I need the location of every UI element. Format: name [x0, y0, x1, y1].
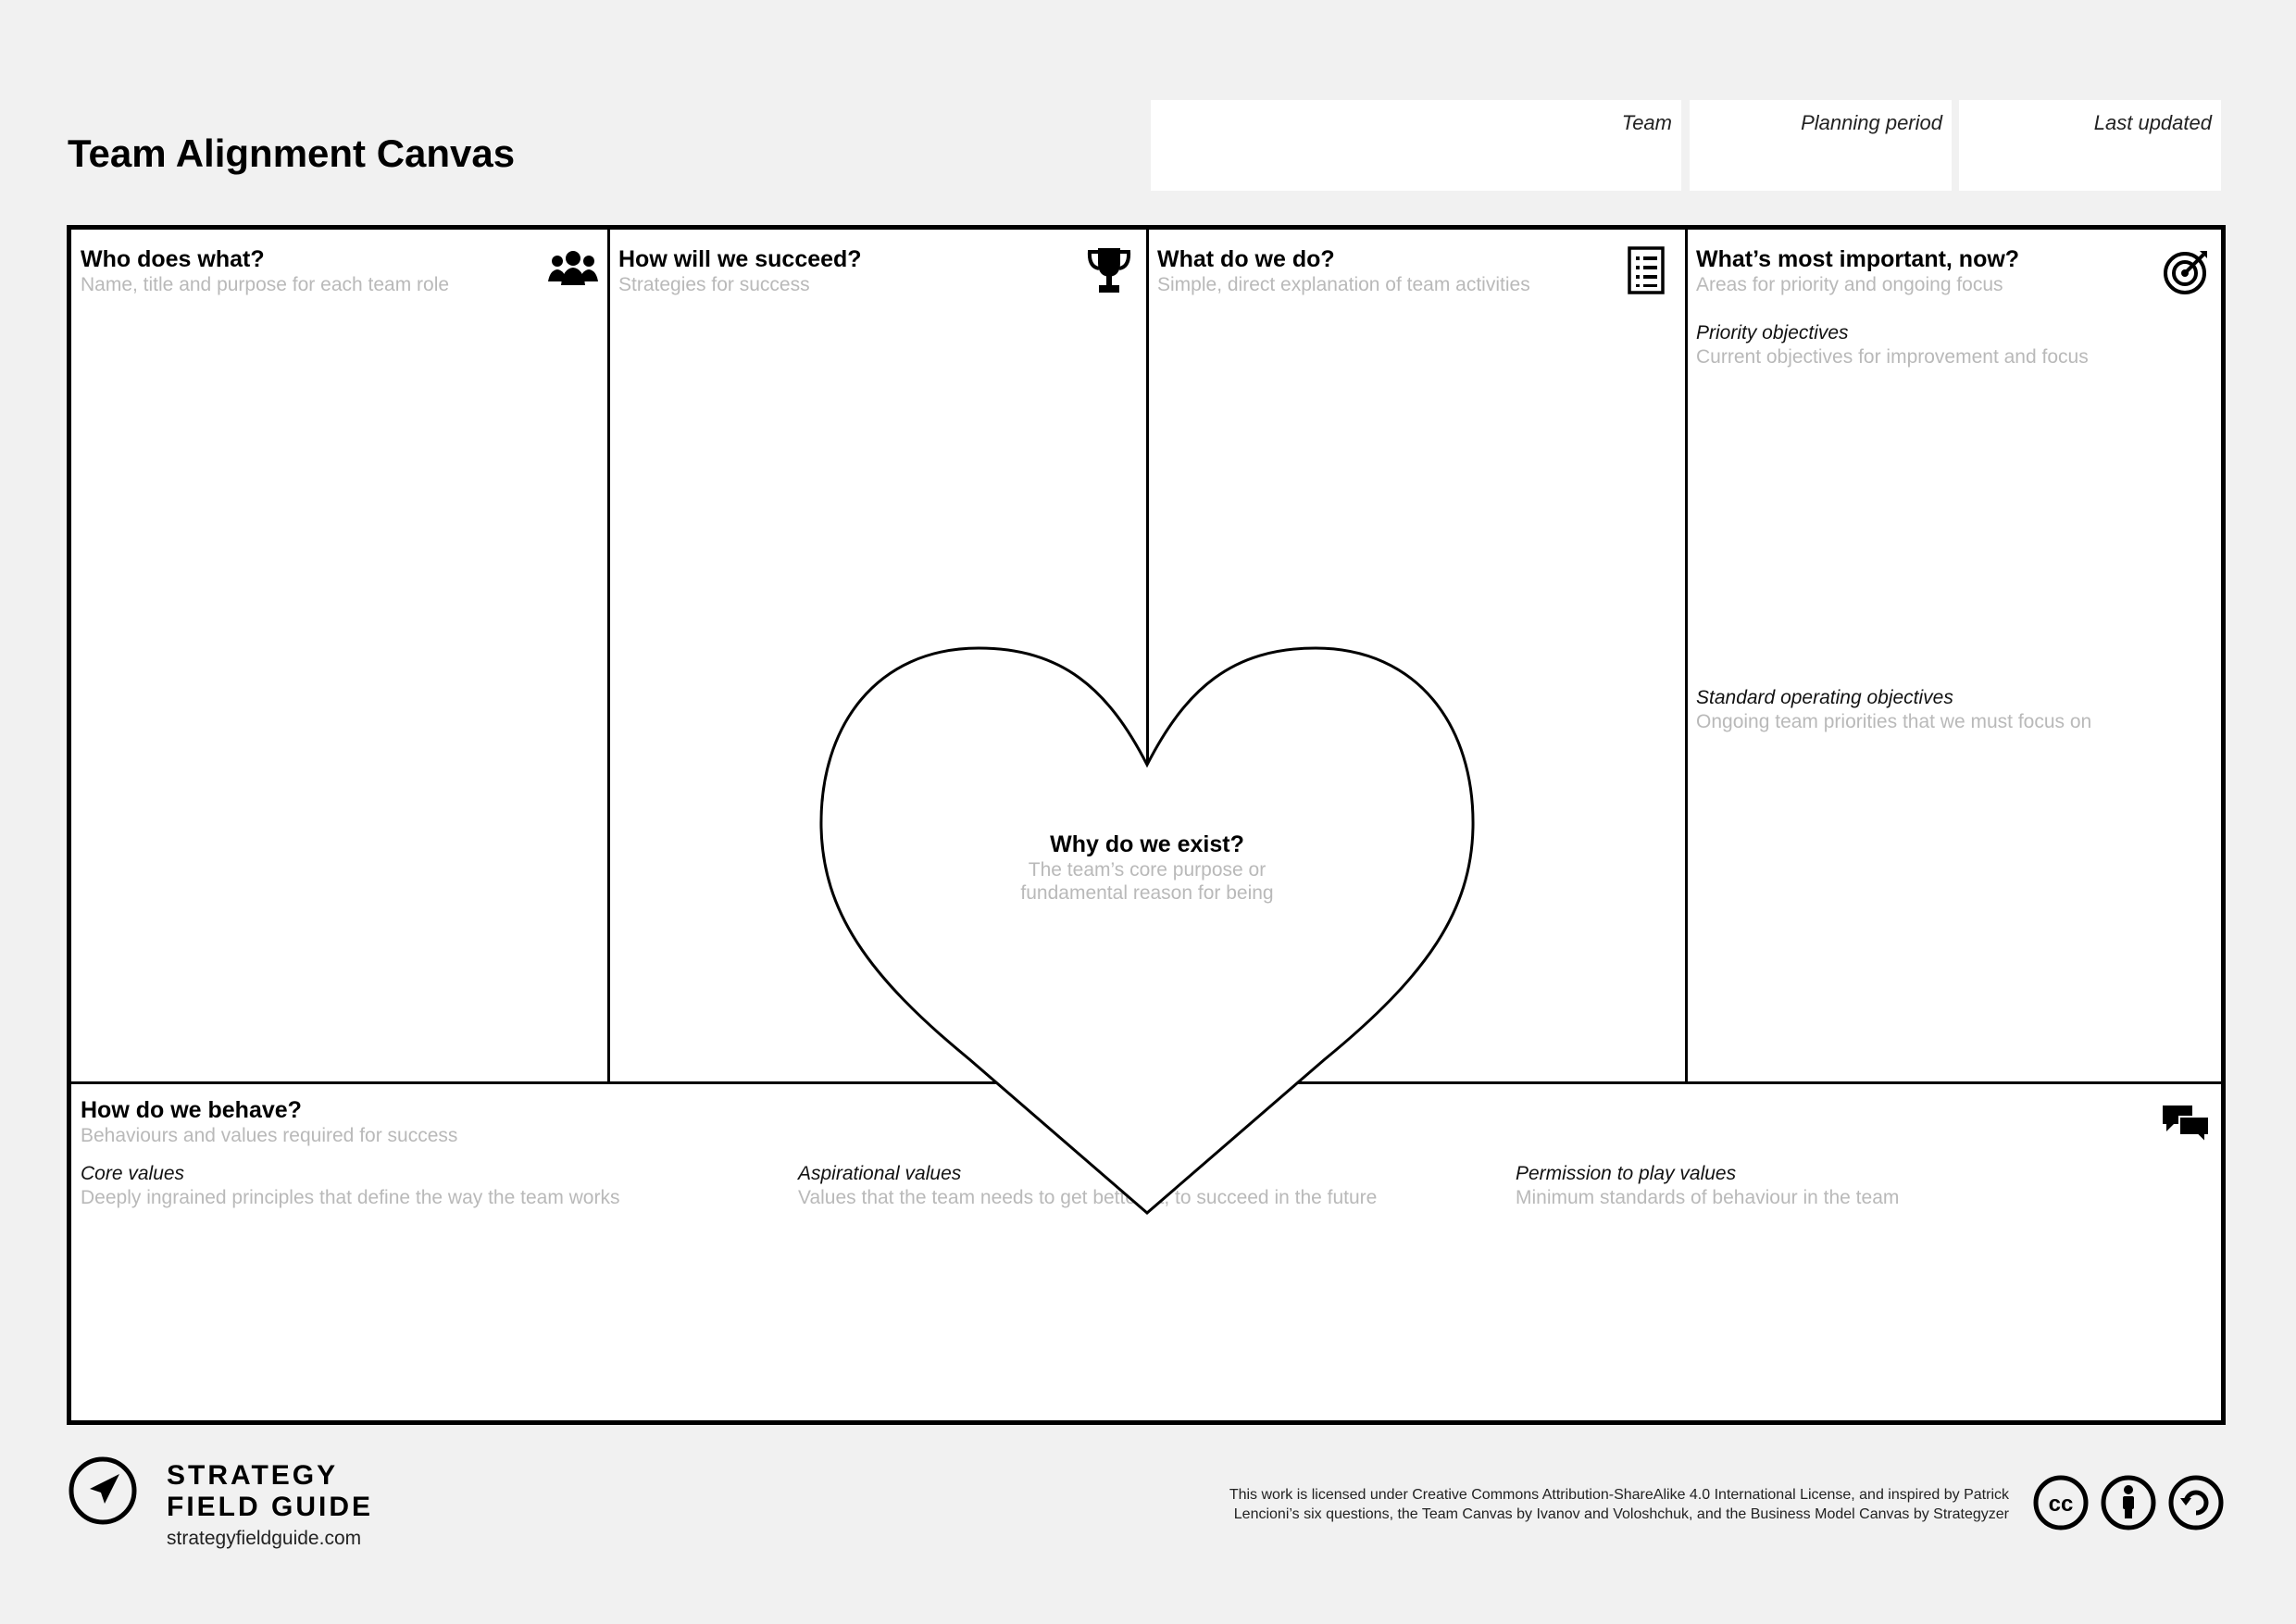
team-field[interactable] [1151, 100, 1681, 191]
section-hint: Name, title and purpose for each team role [81, 274, 450, 295]
section-hint: Strategies for success [618, 274, 810, 295]
license-text [1083, 1485, 2009, 1524]
svg-text:cc: cc [2048, 1492, 2074, 1517]
permission-values-hint: Minimum standards of behaviour in the team [1516, 1187, 1900, 1208]
section-hint-line1: The team’s core purpose or [1028, 859, 1267, 881]
section-title: How do we behave? [81, 1097, 302, 1123]
planning-period-label: Planning period [1801, 111, 1942, 134]
section-title: What do we do? [1157, 246, 1335, 272]
divider-3 [1685, 230, 1688, 1081]
aspirational-values-hint: Values that the team needs to get better at, to succeed in the future [798, 1187, 1378, 1208]
license-line2: Lencioni’s six questions, the Team Canvas by Ivanov and Voloshchuk, and the Business Model Canvas by Strategyzer [1233, 1506, 2009, 1522]
sharealike-icon [2167, 1474, 2225, 1531]
planning-period-field[interactable] [1690, 100, 1952, 191]
standard-objectives-hint: Ongoing team priorities that we must focus on [1696, 711, 2092, 732]
team-label: Team [1621, 111, 1672, 134]
trophy-icon [1087, 246, 1131, 294]
chat-bubbles-icon [2161, 1104, 2211, 1143]
aspirational-values-label: Aspirational values [798, 1163, 962, 1184]
core-values-label: Core values [81, 1163, 185, 1184]
people-icon [548, 250, 598, 287]
logo-line2: FIELD GUIDE [167, 1492, 374, 1522]
last-updated-field[interactable] [1959, 100, 2221, 191]
permission-values-label: Permission to play values [1516, 1163, 1737, 1184]
logo-wordmark [167, 1460, 373, 1523]
license-line1: This work is licensed under Creative Commons Attribution-ShareAlike 4.0 International License, and inspired by Patrick [1229, 1487, 2009, 1503]
attribution-icon [2100, 1474, 2157, 1531]
target-icon [2163, 247, 2211, 295]
divider-1 [607, 230, 610, 1081]
heart-shape [812, 633, 1488, 1226]
compass-logo-icon [68, 1455, 138, 1526]
priority-objectives-hint: Current objectives for improvement and focus [1696, 346, 2089, 368]
cc-icon [2032, 1474, 2090, 1531]
section-title: How will we succeed? [618, 246, 862, 272]
section-hint: Behaviours and values required for success [81, 1125, 458, 1146]
section-hint: Simple, direct explanation of team activities [1157, 274, 1530, 295]
last-updated-label: Last updated [2093, 111, 2212, 134]
section-title: What’s most important, now? [1696, 246, 2020, 272]
priority-objectives-label: Priority objectives [1696, 322, 1849, 344]
site-url[interactable]: strategyfieldguide.com [167, 1528, 362, 1549]
standard-objectives-label: Standard operating objectives [1696, 687, 1953, 708]
section-hint-line2: fundamental reason for being [1020, 882, 1274, 904]
section-title: Who does what? [81, 246, 265, 272]
core-values-hint: Deeply ingrained principles that define the way the team works [81, 1187, 620, 1208]
checklist-icon [1628, 246, 1665, 294]
section-hint: Areas for priority and ongoing focus [1696, 274, 2003, 295]
logo-line1: STRATEGY [167, 1460, 339, 1491]
page-title: Team Alignment Canvas [68, 131, 516, 175]
section-title: Why do we exist? [1050, 831, 1244, 857]
canvas-board [67, 225, 2226, 1425]
